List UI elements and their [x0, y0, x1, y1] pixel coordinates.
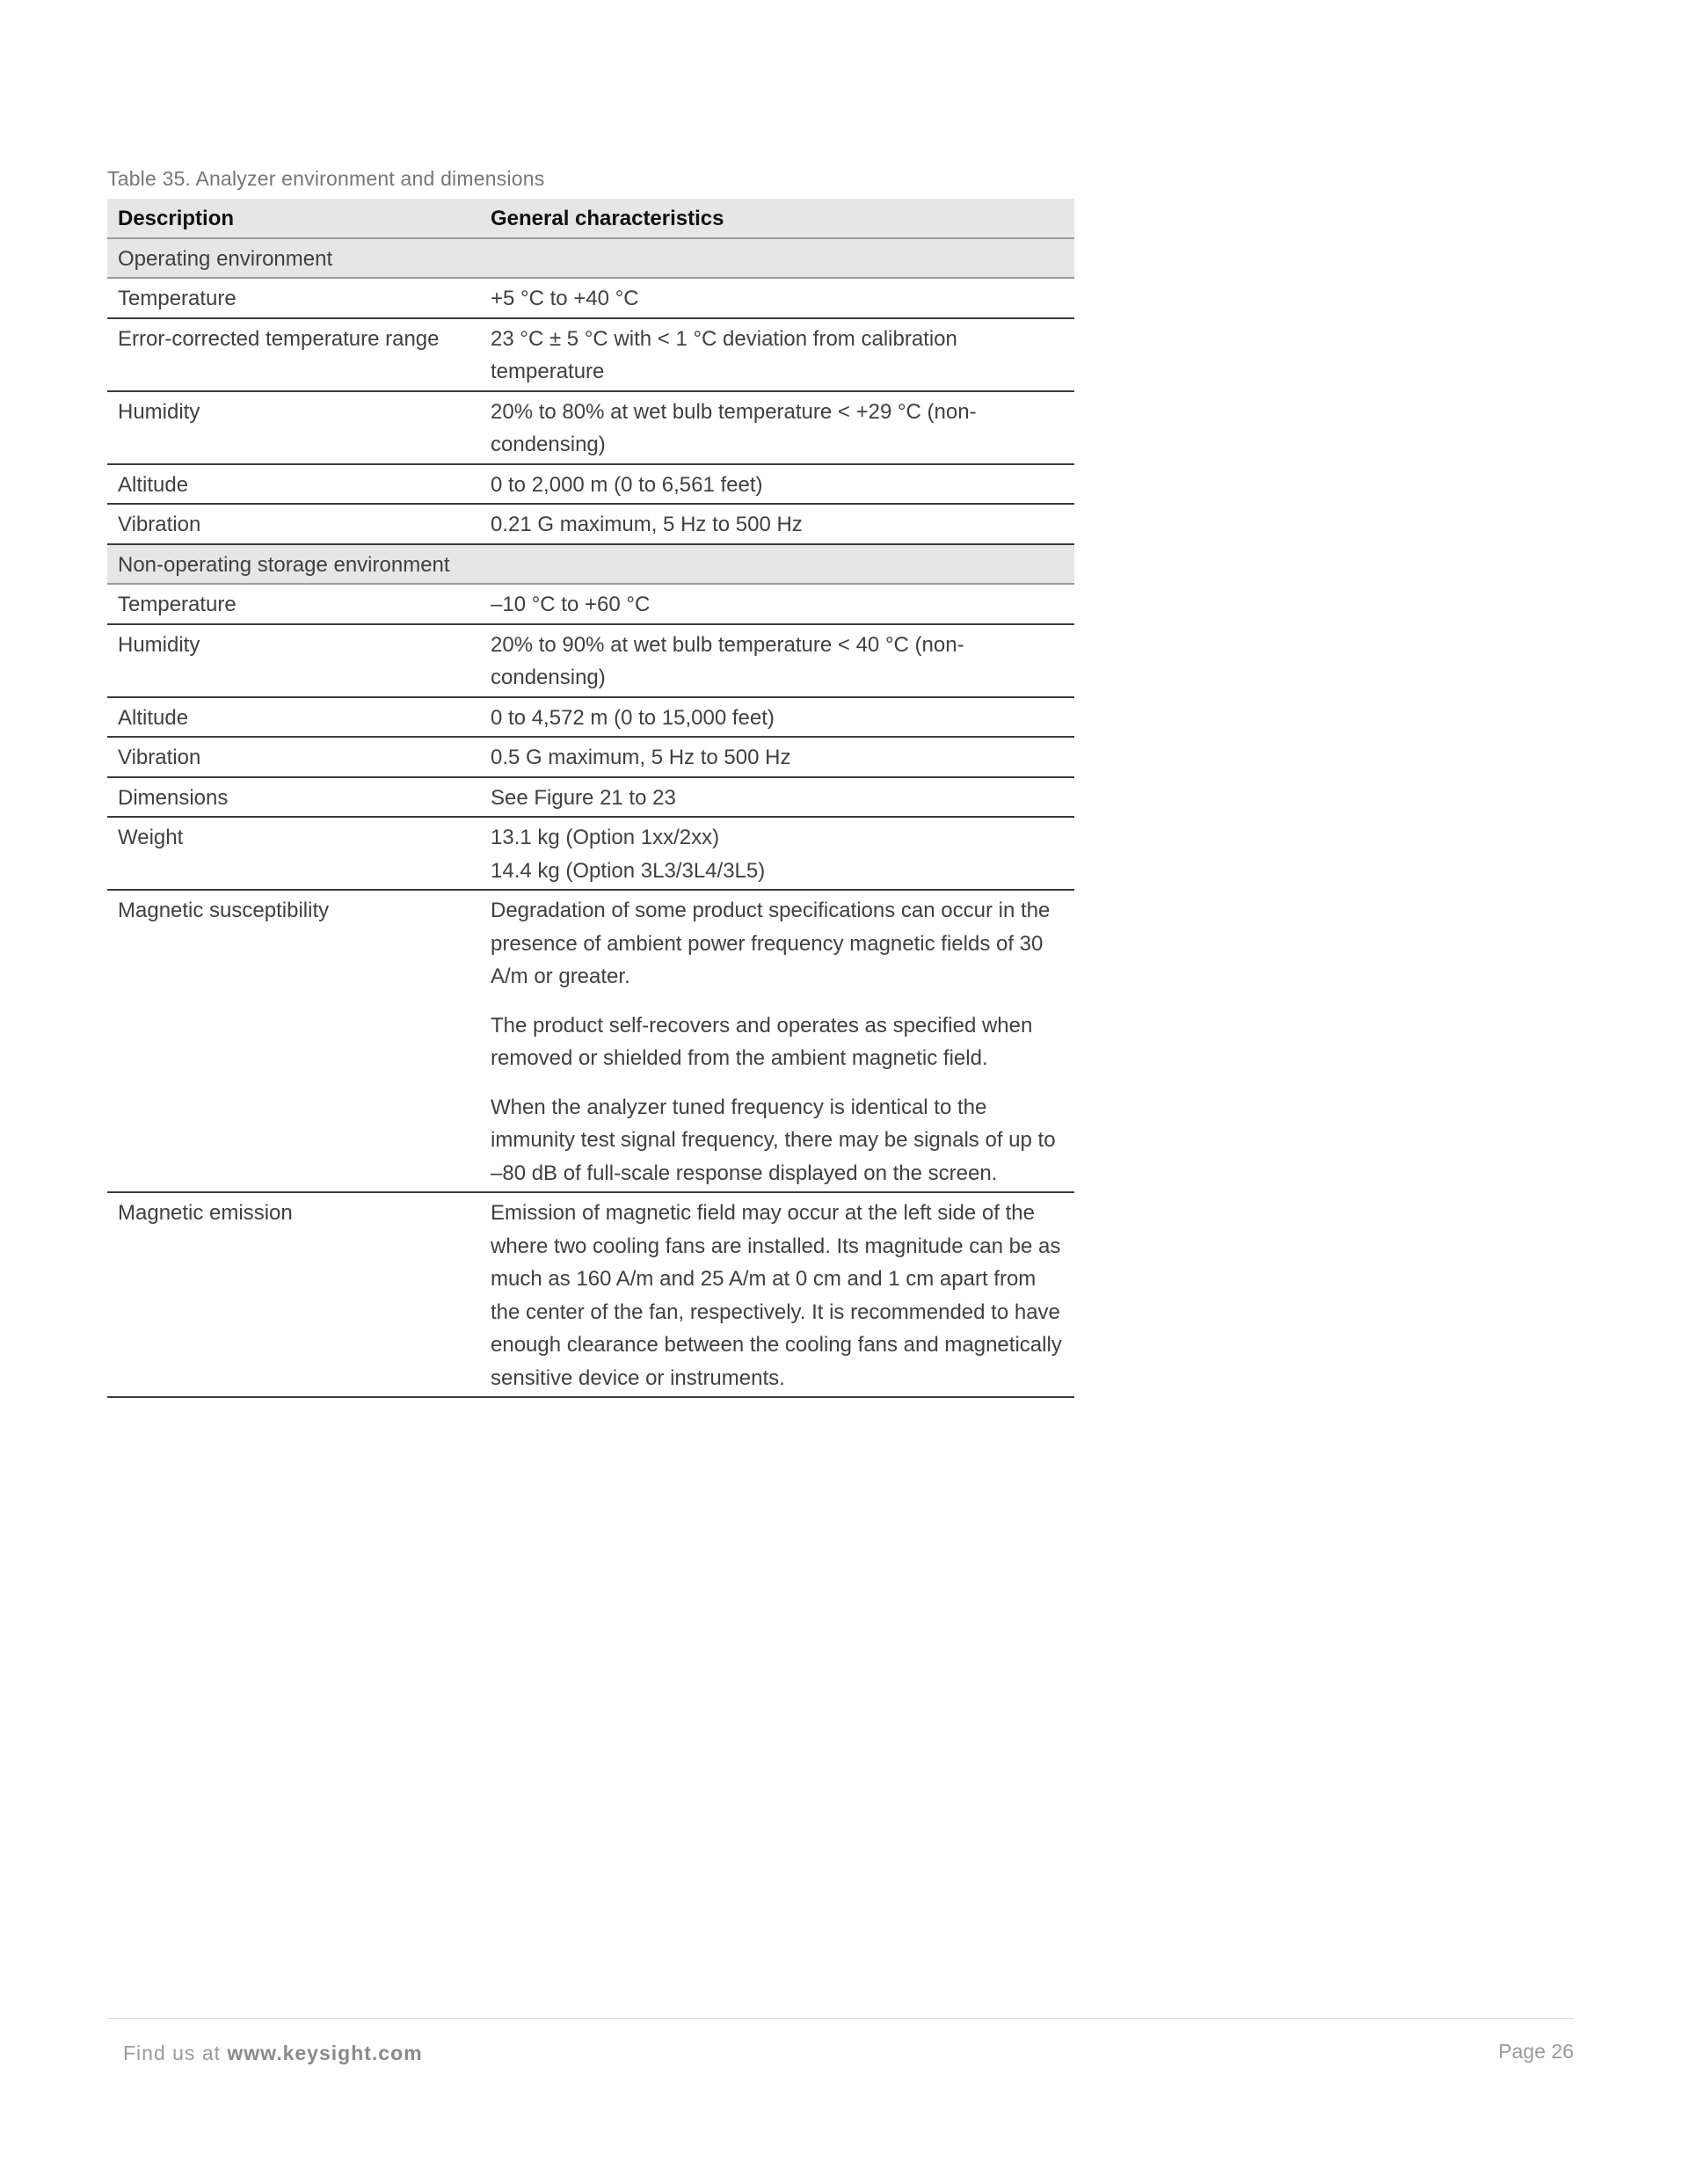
- row-value: [480, 391, 1074, 464]
- header-general-characteristics: General characteristics: [480, 199, 1074, 238]
- section-label: Operating environment: [107, 238, 1074, 279]
- value-paragraph: The product self-recovers and operates as specified when removed or shielded from the ambient magnetic field.: [491, 1013, 1033, 1070]
- row-description: Temperature: [107, 278, 480, 318]
- row-description: Vibration: [107, 504, 480, 544]
- row-description: Error-corrected temperature range: [107, 318, 480, 391]
- table-section-row: [107, 238, 1074, 279]
- footer-find-us: [123, 2042, 423, 2065]
- row-value: [480, 584, 1074, 624]
- row-description: Dimensions: [107, 777, 480, 818]
- table-row: [107, 391, 1074, 464]
- row-value: [480, 890, 1074, 1192]
- value-paragraph: 20% to 80% at wet bulb temperature < +29 °C (non-condensing): [491, 399, 977, 456]
- row-description: Vibration: [107, 737, 480, 777]
- table-row: [107, 584, 1074, 624]
- value-paragraph: See Figure 21 to 23: [491, 785, 676, 810]
- row-description: Humidity: [107, 624, 480, 697]
- value-paragraph: 20% to 90% at wet bulb temperature < 40 °C (non-condensing): [491, 632, 964, 689]
- environment-table: [107, 199, 1074, 1398]
- row-value: [480, 1192, 1074, 1397]
- row-description: Altitude: [107, 697, 480, 738]
- row-value: [480, 464, 1074, 505]
- table-row: [107, 1192, 1074, 1397]
- table-row: [107, 464, 1074, 505]
- row-description: Magnetic susceptibility: [107, 890, 480, 1192]
- row-value: [480, 737, 1074, 777]
- table-row: [107, 318, 1074, 391]
- value-paragraph: 23 °C ± 5 °C with < 1 °C deviation from calibration temperature: [491, 326, 957, 383]
- table-header-row: [107, 199, 1074, 238]
- row-value: [480, 777, 1074, 818]
- table-row: [107, 624, 1074, 697]
- row-description: Temperature: [107, 584, 480, 624]
- footer-divider: [107, 2018, 1574, 2019]
- row-value: [480, 817, 1074, 890]
- table-row: [107, 697, 1074, 738]
- row-value: [480, 504, 1074, 544]
- value-paragraph: When the analyzer tuned frequency is identical to the immunity test signal frequency, there may be signals of up to –80 dB of full-scale response displayed on the screen.: [491, 1095, 1056, 1185]
- row-value: [480, 278, 1074, 318]
- row-value: [480, 318, 1074, 391]
- row-description: Altitude: [107, 464, 480, 505]
- value-paragraph: 0.21 G maximum, 5 Hz to 500 Hz: [491, 513, 803, 536]
- value-paragraph: 0 to 2,000 m (0 to 6,561 feet): [491, 472, 763, 497]
- table-row: [107, 504, 1074, 544]
- page-number: Page 26: [1498, 2040, 1574, 2063]
- table-body: [107, 238, 1074, 1398]
- value-paragraph: 0 to 4,572 m (0 to 15,000 feet): [491, 705, 775, 730]
- section-label: Non-operating storage environment: [107, 544, 1074, 585]
- value-line: 14.4 kg (Option 3L3/3L4/3L5): [491, 858, 766, 883]
- footer-find-us-text: Find us at: [123, 2042, 221, 2064]
- value-paragraph: 0.5 G maximum, 5 Hz to 500 Hz: [491, 746, 791, 769]
- row-value: [480, 697, 1074, 738]
- value-paragraph: Degradation of some product specifications can occur in the presence of ambient power frequency magnetic fields of 30 A/m or greater.: [491, 899, 1051, 988]
- row-description: Magnetic emission: [107, 1192, 480, 1397]
- table-row: [107, 278, 1074, 318]
- row-description: Weight: [107, 817, 480, 890]
- table-row: [107, 737, 1074, 777]
- row-description: Humidity: [107, 391, 480, 464]
- row-value: [480, 624, 1074, 697]
- footer-website-link[interactable]: www.keysight.com: [227, 2042, 423, 2064]
- header-description: Description: [107, 199, 480, 238]
- value-paragraph: –10 °C to +60 °C: [491, 593, 651, 616]
- value-paragraph: Emission of magnetic field may occur at the left side of the where two cooling fans are installed. Its magnitude can be as much as 160 A/m and 25 A/m at 0 cm and 1 cm apart from the center of the fan, respectively. It is recommended to have enough clearance between the cooling fans and magnetically sensitive device or instruments.: [491, 1201, 1062, 1390]
- table-caption: Table 35. Analyzer environment and dimensions: [107, 167, 545, 190]
- value-line: 13.1 kg (Option 1xx/2xx): [491, 826, 720, 849]
- table-row: [107, 890, 1074, 1192]
- table-row: [107, 817, 1074, 890]
- value-paragraph: +5 °C to +40 °C: [491, 287, 639, 310]
- table-row: [107, 777, 1074, 818]
- table-section-row: [107, 544, 1074, 585]
